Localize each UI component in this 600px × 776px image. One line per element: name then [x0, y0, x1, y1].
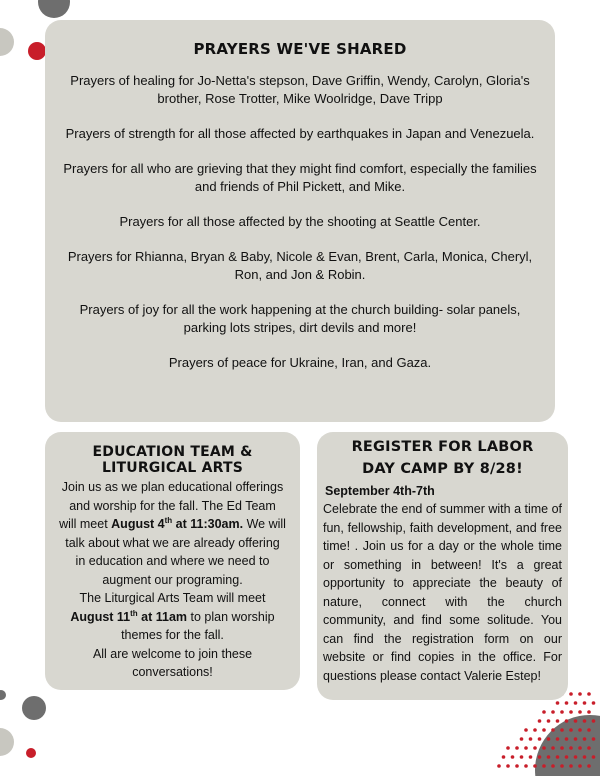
pattern-dot	[587, 692, 591, 696]
pattern-dot	[515, 746, 519, 750]
pattern-dot	[560, 710, 564, 714]
dot-pattern-graphic	[495, 690, 600, 776]
pattern-dot	[574, 701, 578, 705]
pattern-dot	[565, 701, 569, 705]
pattern-dot	[547, 719, 551, 723]
pattern-dot	[551, 764, 555, 768]
pattern-dot	[533, 764, 537, 768]
education-text: The Liturgical Arts Team will meet	[79, 591, 266, 605]
pattern-dot	[551, 728, 555, 732]
liturgical-day: August 11	[70, 609, 131, 624]
prayers-title: PRAYERS WE'VE SHARED	[193, 40, 407, 58]
education-panel	[45, 432, 300, 690]
education-text: to plan worship themes for the fall.	[121, 609, 275, 642]
pattern-dot	[547, 737, 551, 741]
pattern-dot	[574, 719, 578, 723]
pattern-dot	[587, 746, 591, 750]
pattern-dot	[515, 764, 519, 768]
pattern-dot	[502, 755, 506, 759]
pattern-dot	[551, 710, 555, 714]
education-body	[59, 478, 286, 682]
pattern-dot	[556, 719, 560, 723]
pattern-dot	[551, 746, 555, 750]
liturgical-time: at 11am	[137, 609, 188, 624]
decorative-dot-gray	[0, 690, 6, 700]
pattern-dot	[578, 728, 582, 732]
pattern-dot	[569, 728, 573, 732]
pattern-dot	[574, 755, 578, 759]
decorative-dot-gray	[22, 696, 46, 720]
decorative-dot-light	[0, 28, 14, 56]
pattern-dot	[569, 710, 573, 714]
pattern-dot	[583, 755, 587, 759]
pattern-dot	[565, 755, 569, 759]
pattern-dot	[533, 728, 537, 732]
pattern-dot	[569, 764, 573, 768]
pattern-dot	[556, 755, 560, 759]
prayer-item: Prayers of strength for all those affected by earthquakes in Japan and Venezuela.	[65, 126, 535, 141]
pattern-dot	[578, 692, 582, 696]
camp-panel	[317, 432, 568, 700]
liturgical-day-suffix: th	[130, 608, 138, 618]
pattern-dot	[578, 764, 582, 768]
education-text: Join us as we plan educational offerings and worship for the fall. The Ed Team will meet	[59, 480, 284, 531]
pattern-dot	[578, 710, 582, 714]
pattern-dot	[587, 710, 591, 714]
camp-dates: September 4th-7th	[325, 484, 435, 498]
pattern-dot	[538, 755, 542, 759]
decorative-dot-pattern	[495, 690, 600, 776]
pattern-dot	[592, 755, 596, 759]
pattern-dot	[565, 719, 569, 723]
pattern-dot	[547, 755, 551, 759]
pattern-dot	[511, 755, 515, 759]
pattern-dot	[565, 737, 569, 741]
pattern-dot	[538, 719, 542, 723]
prayer-item: Prayers for all who are grieving that they might find comfort, especially the families and friends of Phil Pickett, and Mike.	[63, 161, 537, 194]
pattern-dot	[583, 701, 587, 705]
pattern-dot	[524, 728, 528, 732]
decorative-dot-gray	[38, 0, 70, 18]
decorative-dot-red	[28, 42, 46, 60]
pattern-dot	[560, 728, 564, 732]
pattern-dot	[529, 755, 533, 759]
pattern-dot	[542, 728, 546, 732]
ed-team-time: at 11:30am.	[172, 517, 244, 531]
pattern-dot	[574, 737, 578, 741]
pattern-dot	[556, 737, 560, 741]
pattern-dot	[524, 746, 528, 750]
pattern-dot	[560, 764, 564, 768]
pattern-dot	[497, 764, 501, 768]
pattern-dot	[556, 701, 560, 705]
pattern-dot	[520, 755, 524, 759]
education-text: We will talk about what we are already offering in education and where we need to augment our programing.	[65, 517, 286, 587]
pattern-dot	[542, 746, 546, 750]
pattern-dot	[542, 710, 546, 714]
camp-title-line2: DAY CAMP BY 8/28!	[362, 461, 523, 477]
pattern-dot	[538, 737, 542, 741]
pattern-dot	[569, 746, 573, 750]
prayer-item: Prayers of joy for all the work happening at the church building- solar panels, parking lots stripes, dirt devils and more!	[79, 302, 521, 335]
ed-team-day: August 4	[111, 517, 165, 531]
education-title-line2: LITURGICAL ARTS	[101, 460, 244, 476]
pattern-dot	[533, 746, 537, 750]
prayer-item: Prayers for all those affected by the shooting at Seattle Center.	[119, 214, 481, 229]
education-text: All are welcome to join these conversations!	[92, 646, 253, 679]
education-title	[59, 444, 286, 476]
liturgical-date	[70, 610, 187, 624]
pattern-dot	[529, 737, 533, 741]
decorative-dot-light	[0, 728, 14, 756]
pattern-dot	[520, 737, 524, 741]
prayer-item: Prayers for Rhianna, Bryan & Baby, Nicole & Evan, Brent, Carla, Monica, Cheryl, Ron, and Jon & Robin.	[67, 249, 533, 282]
pattern-dot	[583, 719, 587, 723]
camp-title	[323, 436, 562, 480]
camp-body: Celebrate the end of summer with a time of fun, fellowship, faith development, and free time! . Join us for a day or the whole time or something in between! It's a great opportunity to appreciate the beauty of nature, connect with the church community, and find some solitude. You can find the registration form on our website or find copies in the office. For questions please contact Valerie Estep!	[323, 502, 563, 683]
pattern-dot	[560, 746, 564, 750]
pattern-dot	[569, 692, 573, 696]
prayer-item: Prayers of peace for Ukraine, Iran, and Gaza.	[168, 355, 432, 370]
pattern-dot	[592, 701, 596, 705]
pattern-dot	[524, 764, 528, 768]
pattern-dot	[592, 737, 596, 741]
pattern-dot	[578, 746, 582, 750]
pattern-dot	[587, 764, 591, 768]
pattern-dot	[506, 764, 510, 768]
pattern-dot	[583, 737, 587, 741]
pattern-dot	[592, 719, 596, 723]
decorative-dot-red	[26, 748, 36, 758]
ed-team-date	[111, 517, 243, 531]
prayers-panel	[45, 20, 555, 422]
camp-title-line1: REGISTER FOR LABOR	[351, 439, 534, 455]
pattern-dot	[587, 728, 591, 732]
pattern-dot	[506, 746, 510, 750]
ed-team-day-suffix: th	[164, 515, 173, 525]
education-title-line1: EDUCATION TEAM &	[92, 444, 253, 460]
prayer-item: Prayers of healing for Jo-Netta's stepson, Dave Griffin, Wendy, Carolyn, Gloria's brother, Rose Trotter, Mike Woolridge, Dave Tripp	[70, 73, 530, 106]
pattern-dot	[542, 764, 546, 768]
